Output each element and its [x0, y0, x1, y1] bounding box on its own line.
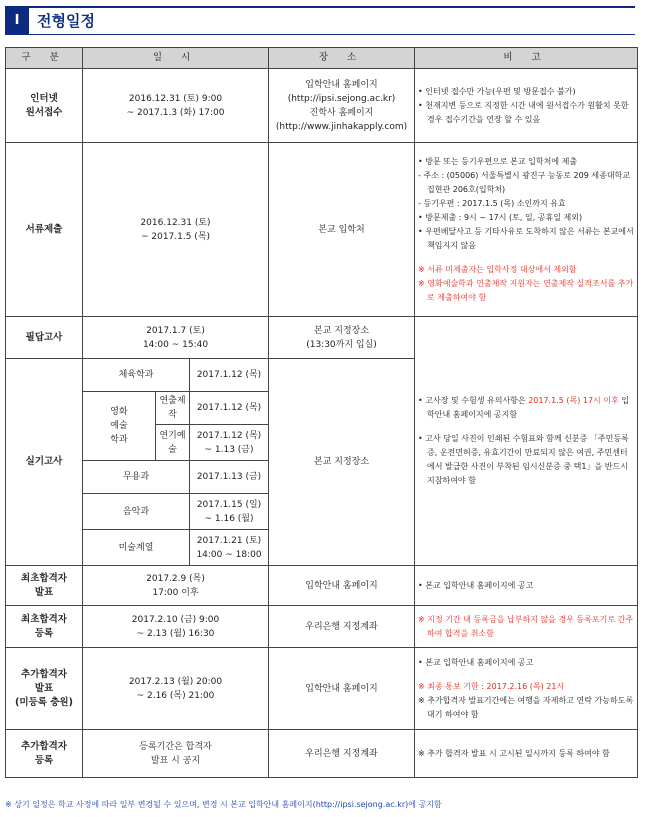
dept-music: 음악과 [83, 494, 190, 530]
remark-item: • 방문 또는 등기우편으로 본교 입학처에 제출 [418, 156, 578, 166]
remark-item: • 본교 입학안내 홈페이지에 공고 [418, 657, 534, 667]
row-place: 입학안내 홈페이지 [269, 566, 415, 606]
row-label: 최초합격자 발표 [6, 566, 83, 606]
footnote: ※ 상기 일정은 학교 사정에 따라 일부 변경될 수 있으며, 변경 시 본교 입학안내 홈페이지(http://ipsi.sejong.ac.kr)에 공지함 [5, 800, 442, 809]
row-date: 등록기간은 합격자 발표 시 공지 [83, 730, 269, 778]
remark-item: - 주소 : (05006) 서울특별시 광진구 능동로 209 세종대학교 집현관 206호(입학처) [418, 170, 631, 194]
col-place: 장 소 [269, 48, 415, 69]
row-place: 입학안내 홈페이지 (http://ipsi.sejong.ac.kr) 진학사 홈페이지 (http://www.jinhakapply.com) [269, 69, 415, 143]
table-row [6, 143, 638, 317]
row-label: 추가합격자 등록 [6, 730, 83, 778]
dept-pe: 체육학과 [83, 359, 190, 392]
table-row [6, 566, 638, 606]
col-category: 구 분 [6, 48, 83, 69]
notice-date: 2017.1.5 (목) 17시 이후 [528, 396, 619, 405]
row-label: 인터넷 원서접수 [6, 69, 83, 143]
warning-item: ※ 지정 기간 내 등록금을 납부하지 않을 경우 등록포기로 간주하여 합격을 취소함 [418, 614, 634, 638]
remark-item: - 등기우편 : 2017.1.5 (목) 소인까지 유효 [418, 198, 566, 208]
row-remarks [415, 143, 638, 317]
row-remarks [415, 606, 638, 648]
dept-dance-date: 2017.1.13 (금) [190, 461, 269, 494]
header-row [6, 48, 638, 69]
table-row [6, 648, 638, 730]
dept-art-date: 2017.1.21 (토) 14:00 ~ 18:00 [190, 530, 269, 566]
row-place: 우리은행 지정계좌 [269, 730, 415, 778]
deadline-item: ※ 최종 통보 기한 : 2017.2.16 (목) 21시 [418, 681, 565, 691]
col-datetime: 일 시 [83, 48, 269, 69]
dept-art: 미술계열 [83, 530, 190, 566]
row-place: 본교 지정장소 [269, 359, 415, 566]
row-date: 2017.2.10 (금) 9:00 ~ 2.13 (월) 16:30 [83, 606, 269, 648]
row-label: 필답고사 [6, 317, 83, 359]
row-date: 2017.2.9 (목) 17:00 이후 [83, 566, 269, 606]
row-label: 서류제출 [6, 143, 83, 317]
table-row [6, 317, 638, 359]
row-remarks [415, 730, 638, 778]
dept-music-date: 2017.1.15 (일) ~ 1.16 (월) [190, 494, 269, 530]
row-remarks [415, 69, 638, 143]
dept-acting-date: 2017.1.12 (목) ~ 1.13 (금) [190, 425, 269, 461]
row-date: 2016.12.31 (토) ~ 2017.1.5 (목) [83, 143, 269, 317]
row-date: 2017.1.7 (토) 14:00 ~ 15:40 [83, 317, 269, 359]
remark-item: • 고사 당일 사진이 인쇄된 수험표와 함께 신분증 「주민등록증, 운전면허증, 유효기간이 만료되지 않은 여권, 주민센터에서 발급한 사진이 부착된 임시신분증 중 택1」을 반드시 지참하여야 함 [418, 434, 629, 485]
remark-item: ※ 추가합격자 발표기간에는 여행을 자제하고 연락 가능하도록 대기 하여야 함 [418, 695, 634, 719]
section-title-bar [5, 6, 635, 35]
dept-pe-date: 2017.1.12 (목) [190, 359, 269, 392]
dept-dance: 무용과 [83, 461, 190, 494]
table-row [6, 606, 638, 648]
warning-item: ※ 서류 미제출자는 입학사정 대상에서 제외함 [418, 264, 577, 274]
table-row [6, 730, 638, 778]
remark-item: • 방문제출 : 9시 ~ 17시 (토, 일, 공휴일 제외) [418, 212, 583, 222]
exam-remarks [415, 317, 638, 566]
section-number: I [5, 8, 29, 34]
remark-item: • 우편배달사고 등 기타사유로 도착하지 않은 서류는 본교에서 책임지지 않음 [418, 226, 634, 250]
row-label: 최초합격자 등록 [6, 606, 83, 648]
section-title: 전형일정 [37, 12, 95, 30]
row-place: 본교 입학처 [269, 143, 415, 317]
table-row [6, 69, 638, 143]
row-place: 우리은행 지정계좌 [269, 606, 415, 648]
row-remarks: • 본교 입학안내 홈페이지에 공고 [415, 566, 638, 606]
dept-film-group: 영화 예술 학과 [83, 392, 156, 461]
row-date: 2016.12.31 (토) 9:00 ~ 2017.1.3 (화) 17:00 [83, 69, 269, 143]
col-remarks: 비 고 [415, 48, 638, 69]
row-label: 실기고사 [6, 359, 83, 566]
dept-directing: 연출제작 [156, 392, 190, 425]
dept-acting: 연기예술 [156, 425, 190, 461]
warning-item: ※ 영화예술학과 연출제작 지원자는 연출제작 실적조서를 추가로 제출하여야 함 [418, 278, 634, 302]
remark-item: ※ 추가 합격자 발표 시 고시된 일시까지 등록 하여야 함 [418, 748, 610, 758]
remark-item: • 천재지변 등으로 지정한 시간 내에 원서접수가 원활치 못한 경우 접수기간을 연장 할 수 있음 [418, 100, 629, 124]
dept-directing-date: 2017.1.12 (목) [190, 392, 269, 425]
row-date: 2017.2.13 (월) 20:00 ~ 2.16 (목) 21:00 [83, 648, 269, 730]
row-place: 본교 지정장소 (13:30까지 입실) [269, 317, 415, 359]
row-remarks [415, 648, 638, 730]
schedule-table [5, 47, 638, 778]
remark-item: • 고사장 및 수험생 유의사항은 2017.1.5 (목) 17시 이후 입학안내 홈페이지에 공지함 [418, 396, 630, 419]
row-label: 추가합격자 발표 (미등록 충원) [6, 648, 83, 730]
row-place: 입학안내 홈페이지 [269, 648, 415, 730]
remark-item: • 인터넷 접수만 가능(우편 및 방문접수 불가) [418, 86, 576, 96]
